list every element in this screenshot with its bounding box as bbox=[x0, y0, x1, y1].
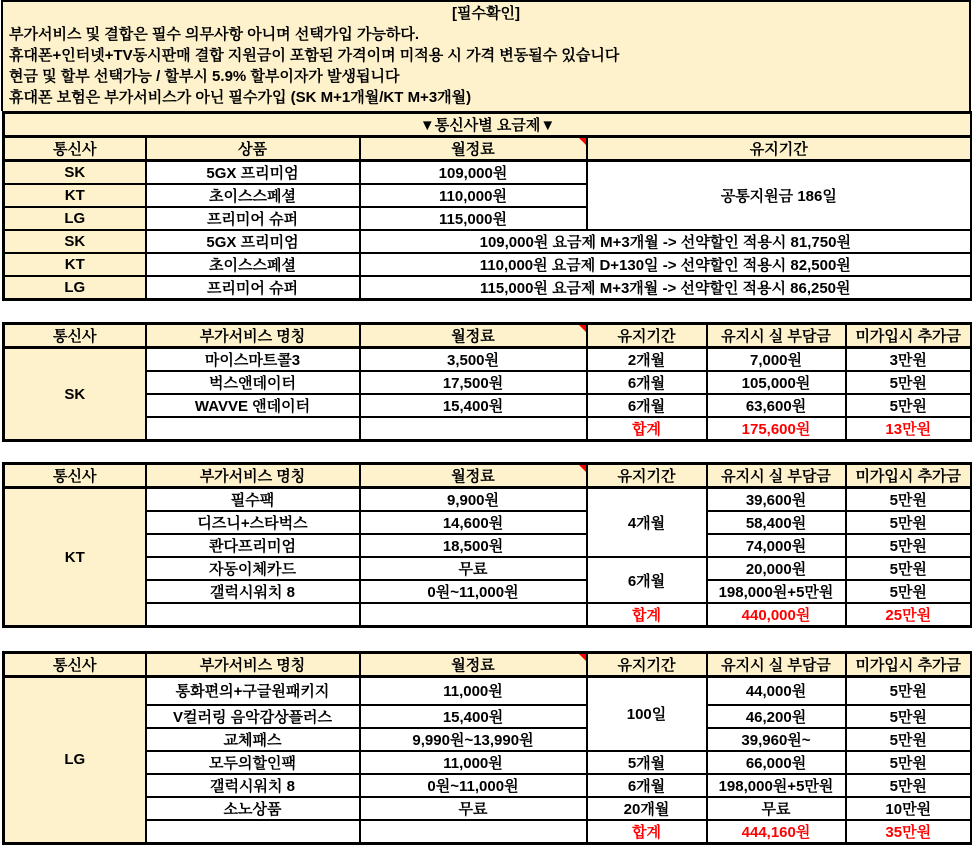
data-cell[interactable]: 5만원 bbox=[846, 534, 972, 557]
data-cell[interactable]: 5만원 bbox=[846, 394, 972, 417]
data-cell[interactable]: 프리미어 슈퍼 bbox=[146, 207, 360, 230]
data-cell[interactable]: 39,960원~ bbox=[707, 728, 846, 751]
carrier-cell-kt[interactable]: KT bbox=[4, 253, 146, 276]
notice-line: 휴대폰 보험은 부가서비스가 아닌 필수가입 (SK M+1개월/KT M+3개월) bbox=[9, 89, 472, 106]
data-cell[interactable]: 18,500원 bbox=[360, 534, 587, 557]
period-cell[interactable]: 100일 bbox=[587, 677, 707, 751]
data-cell[interactable]: 3만원 bbox=[846, 348, 972, 372]
table-row bbox=[4, 511, 972, 534]
table-row bbox=[4, 276, 972, 300]
carrier-cell-kt[interactable]: KT bbox=[4, 184, 146, 207]
carrier-cell-sk[interactable]: SK bbox=[4, 161, 146, 185]
header-row bbox=[4, 137, 972, 161]
header-cell[interactable]: 유지기간 bbox=[587, 324, 707, 348]
table-row bbox=[4, 534, 972, 557]
data-cell[interactable]: 5만원 bbox=[846, 728, 972, 751]
data-cell[interactable]: 63,600원 bbox=[707, 394, 846, 417]
table-row bbox=[4, 230, 972, 253]
data-cell[interactable]: 5만원 bbox=[846, 580, 972, 603]
header-cell[interactable]: 부가서비스 명칭 bbox=[146, 464, 360, 488]
discount-detail-cell[interactable]: 115,000원 요금제 M+3개월 -> 선약할인 적용시 86,250원 bbox=[360, 276, 972, 300]
data-cell[interactable]: 44,000원 bbox=[707, 677, 846, 705]
header-cell[interactable]: 월정료 bbox=[360, 324, 587, 348]
header-cell[interactable]: 유지기간 bbox=[587, 464, 707, 488]
table-row bbox=[4, 417, 972, 441]
section-title-cell[interactable]: ▼통신사별 요금제▼ bbox=[4, 113, 972, 137]
notice-line: 부가서비스 및 결합은 필수 의무사항 아니며 선택가입 가능하다. bbox=[9, 26, 420, 43]
total-cost-cell[interactable]: 444,160원 bbox=[707, 820, 846, 844]
carrier-cell-sk[interactable]: SK bbox=[4, 230, 146, 253]
table-row bbox=[4, 371, 972, 394]
data-cell[interactable]: 갤럭시워치 8 bbox=[146, 774, 360, 797]
data-cell[interactable]: 5만원 bbox=[846, 488, 972, 512]
total-cost-cell[interactable]: 440,000원 bbox=[707, 603, 846, 627]
data-cell[interactable]: 109,000원 bbox=[360, 161, 587, 185]
header-cell[interactable]: 상품 bbox=[146, 137, 360, 161]
header-cell[interactable]: 통신사 bbox=[4, 464, 146, 488]
data-cell[interactable]: 11,000원 bbox=[360, 677, 587, 705]
header-cell[interactable]: 부가서비스 명칭 bbox=[146, 324, 360, 348]
data-cell[interactable]: 5만원 bbox=[846, 371, 972, 394]
header-cell[interactable]: 통신사 bbox=[4, 653, 146, 677]
header-row bbox=[4, 464, 972, 488]
data-cell[interactable]: 3,500원 bbox=[360, 348, 587, 372]
data-cell[interactable]: V컬러링 음악감상플러스 bbox=[146, 705, 360, 728]
data-cell[interactable]: 46,200원 bbox=[707, 705, 846, 728]
header-cell[interactable]: 미가입시 추가금 bbox=[846, 653, 972, 677]
data-cell[interactable]: 소노상품 bbox=[146, 797, 360, 820]
lg-addons-table bbox=[2, 651, 972, 845]
data-cell[interactable]: 필수팩 bbox=[146, 488, 360, 512]
period-cell[interactable]: 4개월 bbox=[587, 488, 707, 558]
data-cell[interactable]: 5만원 bbox=[846, 751, 972, 774]
table-row bbox=[4, 603, 972, 627]
data-cell[interactable]: 통화편의+구글원패키지 bbox=[146, 677, 360, 705]
data-cell[interactable]: 무료 bbox=[360, 797, 587, 820]
data-cell[interactable]: 9,900원 bbox=[360, 488, 587, 512]
header-cell[interactable]: 통신사 bbox=[4, 137, 146, 161]
data-cell[interactable]: 74,000원 bbox=[707, 534, 846, 557]
data-cell[interactable]: 5개월 bbox=[587, 751, 707, 774]
table-row bbox=[4, 394, 972, 417]
empty-cell[interactable] bbox=[146, 820, 360, 844]
data-cell[interactable]: 5GX 프리미엄 bbox=[146, 161, 360, 185]
discount-detail-cell[interactable]: 109,000원 요금제 M+3개월 -> 선약할인 적용시 81,750원 bbox=[360, 230, 972, 253]
plans-table bbox=[2, 111, 972, 301]
comment-indicator-icon bbox=[579, 465, 586, 472]
empty-cell[interactable] bbox=[360, 417, 587, 441]
notice-line: 현금 및 할부 선택가능 / 할부시 5.9% 할부이자가 발생됩니다 bbox=[9, 68, 400, 85]
data-cell[interactable]: 마이스마트콜3 bbox=[146, 348, 360, 372]
total-extra-cell[interactable]: 13만원 bbox=[846, 417, 972, 441]
data-cell[interactable]: 10만원 bbox=[846, 797, 972, 820]
data-cell[interactable]: 프리미어 슈퍼 bbox=[146, 276, 360, 300]
kt-addons-table bbox=[2, 462, 972, 628]
header-cell[interactable]: 유지시 실 부담금 bbox=[707, 653, 846, 677]
data-cell[interactable]: 5GX 프리미엄 bbox=[146, 230, 360, 253]
data-cell[interactable]: 초이스스페셜 bbox=[146, 184, 360, 207]
header-row bbox=[4, 324, 972, 348]
data-cell[interactable]: 7,000원 bbox=[707, 348, 846, 372]
table-row bbox=[4, 820, 972, 844]
data-cell[interactable]: 5만원 bbox=[846, 557, 972, 580]
header-cell[interactable]: 통신사 bbox=[4, 324, 146, 348]
data-cell[interactable]: 39,600원 bbox=[707, 488, 846, 512]
total-extra-cell[interactable]: 25만원 bbox=[846, 603, 972, 627]
data-cell[interactable]: 6개월 bbox=[587, 394, 707, 417]
header-cell[interactable]: 유지시 실 부담금 bbox=[707, 324, 846, 348]
table-row bbox=[4, 557, 972, 580]
comment-indicator-icon bbox=[579, 325, 586, 332]
total-label-cell[interactable]: 합계 bbox=[587, 417, 707, 441]
notice-title: [필수확인] bbox=[452, 5, 520, 22]
data-cell[interactable]: 모두의할인팩 bbox=[146, 751, 360, 774]
data-cell[interactable]: 17,500원 bbox=[360, 371, 587, 394]
data-cell[interactable]: 무료 bbox=[707, 797, 846, 820]
empty-cell[interactable] bbox=[146, 417, 360, 441]
period-cell[interactable]: 6개월 bbox=[587, 557, 707, 603]
data-cell[interactable]: 15,400원 bbox=[360, 705, 587, 728]
data-cell[interactable]: 110,000원 bbox=[360, 184, 587, 207]
comment-indicator-icon bbox=[579, 138, 586, 145]
data-cell[interactable]: 105,000원 bbox=[707, 371, 846, 394]
data-cell[interactable]: 교체패스 bbox=[146, 728, 360, 751]
data-cell[interactable]: 0원~11,000원 bbox=[360, 580, 587, 603]
data-cell[interactable]: 198,000원+5만원 bbox=[707, 774, 846, 797]
data-cell[interactable]: 198,000원+5만원 bbox=[707, 580, 846, 603]
carrier-cell-sk[interactable]: SK bbox=[4, 348, 146, 441]
header-row bbox=[4, 653, 972, 677]
data-cell[interactable]: 0원~11,000원 bbox=[360, 774, 587, 797]
carrier-cell-lg[interactable]: LG bbox=[4, 207, 146, 230]
empty-cell[interactable] bbox=[360, 820, 587, 844]
data-cell[interactable]: 15,400원 bbox=[360, 394, 587, 417]
data-cell[interactable]: 9,990원~13,990원 bbox=[360, 728, 587, 751]
table-row bbox=[4, 751, 972, 774]
table-row bbox=[4, 774, 972, 797]
data-cell[interactable]: 디즈니+스타벅스 bbox=[146, 511, 360, 534]
data-cell[interactable]: 58,400원 bbox=[707, 511, 846, 534]
header-cell[interactable]: 미가입시 추가금 bbox=[846, 324, 972, 348]
table-row bbox=[4, 488, 972, 512]
table-row bbox=[4, 161, 972, 185]
support-period-cell[interactable]: 공통지원금 186일 bbox=[587, 161, 972, 231]
header-cell[interactable]: 부가서비스 명칭 bbox=[146, 653, 360, 677]
total-extra-cell[interactable]: 35만원 bbox=[846, 820, 972, 844]
carrier-cell-lg[interactable]: LG bbox=[4, 276, 146, 300]
total-label-cell[interactable]: 합계 bbox=[587, 820, 707, 844]
carrier-cell-kt[interactable]: KT bbox=[4, 488, 146, 627]
data-cell[interactable]: 66,000원 bbox=[707, 751, 846, 774]
data-cell[interactable]: 20개월 bbox=[587, 797, 707, 820]
table-row bbox=[4, 677, 972, 705]
table-row bbox=[4, 797, 972, 820]
data-cell[interactable]: 5만원 bbox=[846, 774, 972, 797]
total-cost-cell[interactable]: 175,600원 bbox=[707, 417, 846, 441]
table-row bbox=[4, 728, 972, 751]
data-cell[interactable]: 14,600원 bbox=[360, 511, 587, 534]
data-cell[interactable]: 2개월 bbox=[587, 348, 707, 372]
table-row bbox=[4, 705, 972, 728]
data-cell[interactable]: 115,000원 bbox=[360, 207, 587, 230]
notice-box bbox=[1, 0, 971, 111]
empty-cell[interactable] bbox=[360, 603, 587, 627]
header-cell[interactable]: 미가입시 추가금 bbox=[846, 464, 972, 488]
table-row bbox=[4, 253, 972, 276]
table-row bbox=[4, 580, 972, 603]
notice-line: 휴대폰+인터넷+TV동시판매 결합 지원금이 포함된 가격이며 미적용 시 가격 변동될수 있습니다 bbox=[9, 47, 620, 64]
total-label-cell[interactable]: 합계 bbox=[587, 603, 707, 627]
header-cell[interactable]: 유지기간 bbox=[587, 137, 972, 161]
header-cell[interactable]: 월정료 bbox=[360, 464, 587, 488]
data-cell[interactable]: 벅스앤데이터 bbox=[146, 371, 360, 394]
data-cell[interactable]: 5만원 bbox=[846, 511, 972, 534]
data-cell[interactable]: 6개월 bbox=[587, 371, 707, 394]
carrier-cell-lg[interactable]: LG bbox=[4, 677, 146, 844]
header-cell[interactable]: 월정료 bbox=[360, 137, 587, 161]
table-row bbox=[4, 348, 972, 372]
section-title-row bbox=[4, 113, 972, 137]
data-cell[interactable]: 5만원 bbox=[846, 705, 972, 728]
data-cell[interactable]: 갤럭시워치 8 bbox=[146, 580, 360, 603]
sk-addons-table bbox=[2, 322, 972, 442]
data-cell[interactable]: 자동이체카드 bbox=[146, 557, 360, 580]
data-cell[interactable]: 20,000원 bbox=[707, 557, 846, 580]
data-cell[interactable]: 초이스스페셜 bbox=[146, 253, 360, 276]
data-cell[interactable]: 콴다프리미엄 bbox=[146, 534, 360, 557]
comment-indicator-icon bbox=[579, 654, 586, 661]
data-cell[interactable]: 11,000원 bbox=[360, 751, 587, 774]
discount-detail-cell[interactable]: 110,000원 요금제 D+130일 -> 선약할인 적용시 82,500원 bbox=[360, 253, 972, 276]
header-cell[interactable]: 유지기간 bbox=[587, 653, 707, 677]
data-cell[interactable]: 6개월 bbox=[587, 774, 707, 797]
header-cell[interactable]: 유지시 실 부담금 bbox=[707, 464, 846, 488]
empty-cell[interactable] bbox=[146, 603, 360, 627]
data-cell[interactable]: 무료 bbox=[360, 557, 587, 580]
header-cell[interactable]: 월정료 bbox=[360, 653, 587, 677]
data-cell[interactable]: 5만원 bbox=[846, 677, 972, 705]
data-cell[interactable]: WAVVE 앤데이터 bbox=[146, 394, 360, 417]
